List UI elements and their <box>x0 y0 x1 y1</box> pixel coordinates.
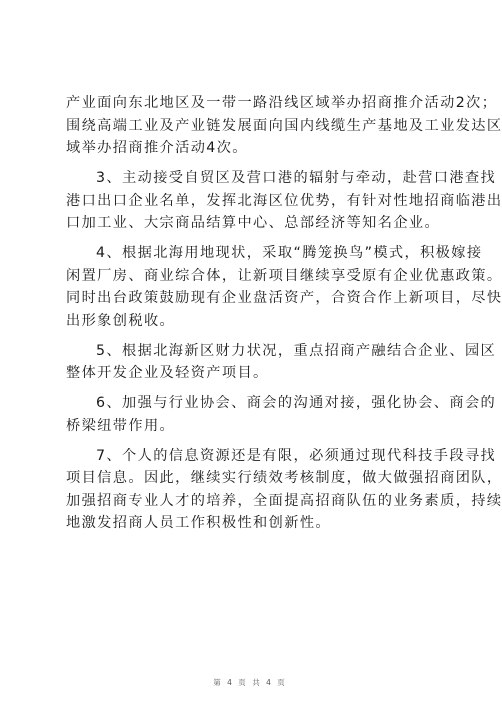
text-line: 同时出台政策鼓励现有企业盘活资产，合资合作上新项目，尽快 <box>66 290 502 306</box>
text-line: 4、根据北海用地现状，采取“腾笼换鸟”模式，积极嫁接 <box>96 245 483 261</box>
paragraph-item-5 <box>66 340 497 385</box>
text-line: 口加工业、大宗商品结算中心、总部经济等知名企业。 <box>66 215 441 231</box>
text-line: 产业面向东北地区及一带一路沿线区域举办招商推介活动2次； <box>66 95 498 111</box>
text-line: 出形象创税收。 <box>66 312 176 329</box>
text-line: 整体开发企业及轻资产项目。 <box>66 365 269 381</box>
text-line: 项目信息。因此，继续实行绩效考核制度，做大做强招商团队， <box>66 470 502 486</box>
paragraph-item-3 <box>66 167 502 235</box>
paragraph-item-7 <box>66 445 502 535</box>
paragraph-item-6 <box>66 392 497 437</box>
text-line: 围绕高端工业及产业链发展面向国内线缆生产基地及工业发达区 <box>66 117 502 134</box>
text-line: 3、主动接受自贸区及营口港的辐射与牵动，赴营口港查找 <box>96 170 497 186</box>
text-line: 加强招商专业人才的培养，全面提高招商队伍的业务素质，持续 <box>66 492 502 509</box>
text-line: 7、个人的信息资源还是有限，必须通过现代科技手段寻找 <box>96 447 497 464</box>
body-text <box>66 92 502 535</box>
page-footer: 第 4 页 共 4 页 <box>213 678 287 687</box>
text-line: 桥梁纽带作用。 <box>66 417 176 434</box>
text-line: 闲置厂房、商业综合体，让新项目继续享受原有企业优惠政策。 <box>66 267 502 284</box>
text-line: 5、根据北海新区财力状况，重点招商产融结合企业、园区 <box>96 342 497 359</box>
paragraph-item-4 <box>66 242 502 332</box>
text-line: 6、加强与行业协会、商会的沟通对接，强化协会、商会的 <box>96 395 497 411</box>
text-line: 地激发招商人员工作积极性和创新性。 <box>66 515 331 531</box>
paragraph-continuation <box>66 92 502 160</box>
text-line: 港口出口企业名单，发挥北海区位优势，有针对性地招商临港出 <box>66 192 502 209</box>
text-line: 域举办招商推介活动4次。 <box>66 140 248 156</box>
